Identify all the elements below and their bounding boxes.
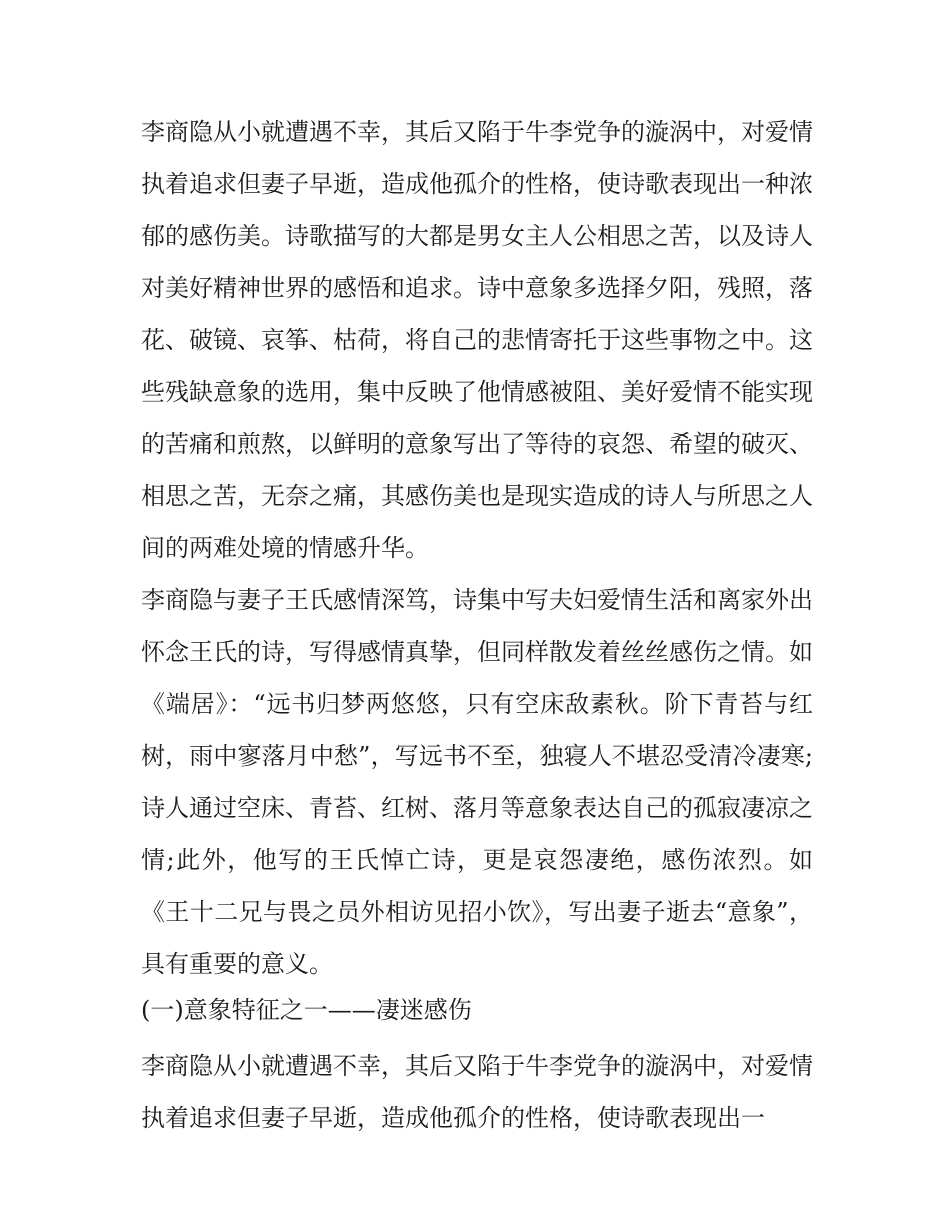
body-text [141,106,813,1144]
paragraph-1: 李商隐从小就遭遇不幸，其后又陷于牛李党争的漩涡中，对爱情执着追求但妻子早逝，造成他孤介的性格，使诗歌表现出一种浓郁的感伤美。诗歌描写的大都是男女主人公相思之苦，以及诗人对美好精神世界的感悟和追求。诗中意象多选择夕阳，残照，落花、破镜、哀筝、枯荷，将自己的悲情寄托于这些事物之中。这些残缺意象的选用，集中反映了他情感被阻、美好爱情不能实现的苦痛和煎熬，以鲜明的意象写出了等待的哀怨、希望的破灭、相思之苦，无奈之痛，其感伤美也是现实造成的诗人与所思之人间的两难处境的情感升华。 [141,118,813,562]
section-heading: (一)意象特征之一——凄迷感伤 [141,996,472,1024]
paragraph-2: 李商隐与妻子王氏感情深笃，诗集中写夫妇爱情生活和离家外出怀念王氏的诗，写得感情真挚，但同样散发着丝丝感伤之情。如《端居》：“远书归梦两悠悠，只有空床敌素秋。阶下青苔与红树，雨中寥落月中愁”，写远书不至，独寝人不堪忍受清冷凄寒;诗人通过空床、青苔、红树、落月等意象表达自己的孤寂凄凉之情;此外，他写的王氏悼亡诗，更是哀怨凄绝，感伤浓烈。如《王十二兄与畏之员外相访见招小饮》，写出妻子逝去“意象”，具有重要的意义。 [141,586,813,978]
paragraph-3: 李商隐从小就遭遇不幸，其后又陷于牛李党争的漩涡中，对爱情执着追求但妻子早逝，造成他孤介的性格，使诗歌表现出一 [141,1052,813,1132]
